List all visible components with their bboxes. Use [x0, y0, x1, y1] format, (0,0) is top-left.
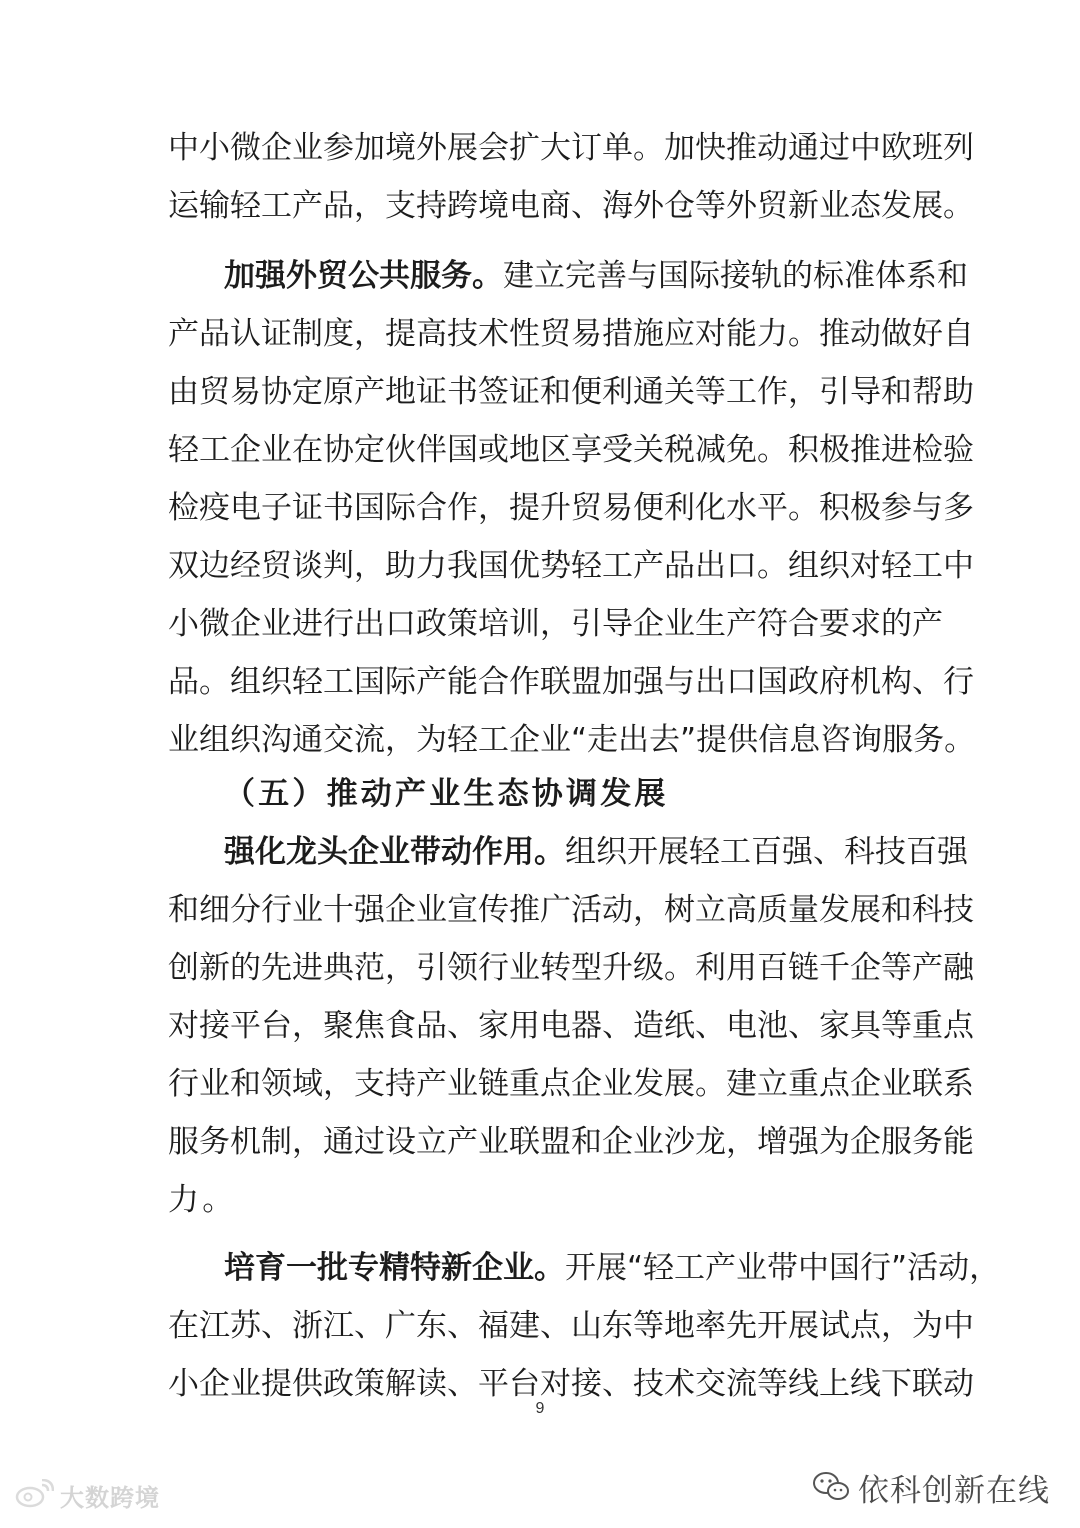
- text-line: 小微企业进行出口政策培训，引导企业生产符合要求的产: [168, 606, 943, 642]
- weibo-logo-icon: [14, 1479, 54, 1513]
- text-line: 双边经贸谈判，助力我国优势轻工产品出口。组织对轻工中: [168, 548, 974, 584]
- text-line: 小企业提供政策解读、平台对接、技术交流等线上线下联动: [168, 1366, 974, 1402]
- text-line: 服务机制，通过设立产业联盟和企业沙龙，增强为企服务能: [168, 1124, 974, 1160]
- watermark-right: [812, 1465, 1050, 1510]
- text-line: 和细分行业十强企业宣传推广活动，树立高质量发展和科技: [168, 892, 974, 928]
- paragraph-first-line: [224, 256, 968, 296]
- paragraph-rest: 组织开展轻工百强、科技百强: [565, 834, 968, 870]
- paragraph-rest: 开展“轻工产业带中国行”活动，: [565, 1250, 1001, 1286]
- text-line: 对接平台，聚焦食品、家用电器、造纸、电池、家具等重点: [168, 1008, 974, 1044]
- text-line: 运输轻工产品，支持跨境电商、海外仓等外贸新业态发展。: [168, 188, 974, 224]
- text-line: 由贸易协定原产地证书签证和便利通关等工作，引导和帮助: [168, 374, 974, 410]
- text-line: 产品认证制度，提高技术性贸易措施应对能力。推动做好自: [168, 316, 974, 352]
- paragraph-first-line: [224, 1248, 1001, 1288]
- text-line: 中小微企业参加境外展会扩大订单。加快推动通过中欧班列: [168, 130, 974, 166]
- text-line: 业组织沟通交流，为轻工企业“走出去”提供信息咨询服务。: [168, 722, 976, 758]
- watermark-left: [14, 1478, 160, 1513]
- text-line: 行业和领域，支持产业链重点企业发展。建立重点企业联系: [168, 1066, 974, 1102]
- text-line: 力。: [168, 1182, 237, 1218]
- page-number: 9: [535, 1400, 545, 1417]
- watermark-left-text: 大数跨境: [60, 1484, 160, 1512]
- paragraph-lead-bold: 强化龙头企业带动作用。: [224, 834, 565, 870]
- text-line: 检疫电子证书国际合作，提升贸易便利化水平。积极参与多: [168, 490, 974, 526]
- wechat-logo-icon: [812, 1470, 850, 1506]
- paragraph-rest: 建立完善与国际接轨的标准体系和: [503, 258, 968, 294]
- section-heading: （五）推动产业生态协调发展: [224, 776, 669, 812]
- paragraph-first-line: [224, 832, 968, 872]
- text-line: 轻工企业在协定伙伴国或地区享受关税减免。积极推进检验: [168, 432, 974, 468]
- text-line: 创新的先进典范，引领行业转型升级。利用百链千企等产融: [168, 950, 974, 986]
- paragraph-lead-bold: 培育一批专精特新企业。: [224, 1250, 565, 1286]
- watermark-right-text: 依科创新在线: [858, 1473, 1050, 1509]
- text-line: 在江苏、浙江、广东、福建、山东等地率先开展试点，为中: [168, 1308, 974, 1344]
- text-line: 品。组织轻工国际产能合作联盟加强与出口国政府机构、行: [168, 664, 974, 700]
- paragraph-lead-bold: 加强外贸公共服务。: [224, 258, 503, 294]
